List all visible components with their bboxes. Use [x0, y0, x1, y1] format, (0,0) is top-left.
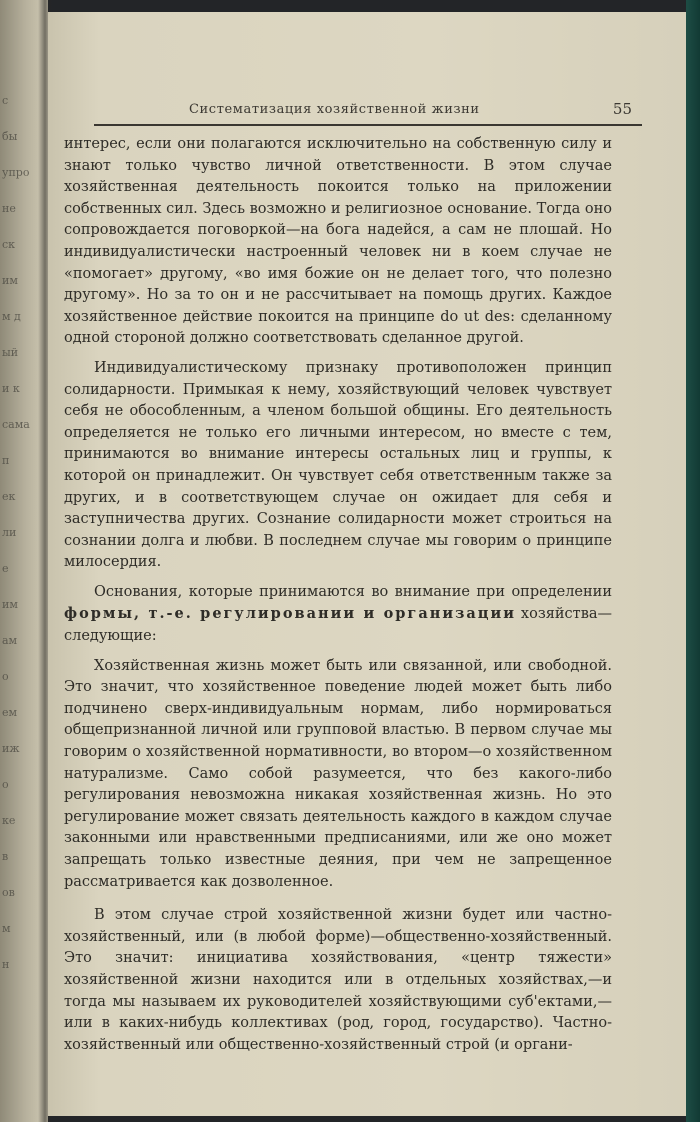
facing-page-fragment: ем: [2, 706, 18, 719]
book-page: [48, 12, 688, 1116]
facing-page-fragment: ке: [2, 814, 16, 827]
facing-page-fragment: п: [2, 454, 10, 467]
paragraph-4: Хозяйственная жизнь может быть или связанной, или свободной. Это значит, что хозяйственное поведение людей может быть либо подчинено сверх-индивидуальным нормам, либо нормироваться общепризнанной личной или групповой властью. В первом случае мы говорим о хозяйственной нормативности, во втором—о хозяйственном натурализме. Само собой разумеется, что без какого-либо регулирования невозможна никакая хозяйственная жизнь. Но это регулирование может связать деятельность каждого в каждом случае законными или нравственными предписаниями, или же оно может запрещать только известные деяния, при чем не запрещенное рассматривается как дозволенное.: [64, 657, 612, 890]
facing-page-fragment: не: [2, 202, 16, 215]
paragraph-3-spaced-term: формы, т.-е. регулировании и организации: [64, 605, 516, 623]
facing-page-fragment: н: [2, 958, 10, 971]
facing-page-fragment: с: [2, 94, 9, 107]
facing-page-fragment: им: [2, 598, 18, 611]
page-number: 55: [612, 100, 632, 118]
paragraph-3-start: Основания, которые принимаются во внимание при определении: [94, 583, 612, 600]
facing-page-fragment: ый: [2, 346, 19, 359]
paragraph-3-end: хозяйства—следующие:: [64, 606, 612, 645]
running-title: Систематизация хозяйственной жизни: [189, 102, 480, 117]
cover-edge: [686, 0, 700, 1122]
facing-page-fragment: ли: [2, 526, 17, 539]
facing-page-fragment: сама: [2, 418, 30, 431]
paragraph-3: [64, 582, 612, 648]
facing-page-fragment: ек: [2, 490, 16, 503]
running-header: [94, 100, 642, 126]
facing-page-fragment: о: [2, 670, 9, 683]
facing-page-fragment: в: [2, 850, 9, 863]
facing-page-fragment: и к: [2, 382, 20, 395]
facing-page-fragment: ск: [2, 238, 16, 251]
facing-page-fragment: иж: [2, 742, 20, 755]
facing-page-fragment: е: [2, 562, 9, 575]
facing-page-fragment: о: [2, 778, 9, 791]
facing-page-fragment: бы: [2, 130, 18, 143]
facing-page-fragment: им: [2, 274, 18, 287]
paragraph-1: интерес, если они полагаются исключительно на собственную силу и знают только чувство личной ответственности. В этом случае хозяйственная деятельность покоится только на приложении собственных сил. Здесь возможно и религиозное основание. Тогда оно сопровождается поговоркой—на бога надейся, а сам не плошай. Но индивидуалистически настроенный человек ни в коем случае не «помогает» другому, «во имя божие он не делает того, что полезно другому». Но за то он и не рассчитывает на помощь других. Каждое хозяйственное действие покоится на принципе do ut des: сделанному одной стороной должно соответствовать сделанное другой.: [64, 136, 612, 347]
facing-page-fragment: ов: [2, 886, 15, 899]
paragraph-5: В этом случае строй хозяйственной жизни будет или частно-хозяйственный, или (в любой форме)—общественно-хозяйственный. Это значит: инициатива хозяйствования, «центр тяжести» хозяйственной жизни находится или в отдельных хозяйствах,—и тогда мы называем их руководителей хозяйствующими суб'ектами,—или в каких-нибудь коллективах (род, город, государство). Частно-хозяйственный или общественно-хозяйственный строй (и органи-: [64, 907, 612, 1053]
paragraph-2: Индивидуалистическому признаку противоположен принцип солидарности. Примыкая к нему, хозяйствующий человек чувствует себя не обособленным, а членом большой общины. Его деятельность определяется не только его личными интересом, но вместе с тем, принимаются во внимание интересы остальных лиц и группы, к которой он принадлежит. Он чувствует себя ответственным также за других, и в соответствующем случае он ожидает для себя и заступничества других. Сознание солидарности может строиться на сознании долга и любви. В последнем случае мы говорим о принципе милосердия.: [64, 359, 612, 571]
facing-page-fragment: упро: [2, 166, 30, 179]
facing-page-fragment: ам: [2, 634, 18, 647]
body-text: [64, 134, 612, 1056]
facing-page-fragment: м: [2, 922, 11, 935]
facing-page-fragment: м д: [2, 310, 21, 323]
